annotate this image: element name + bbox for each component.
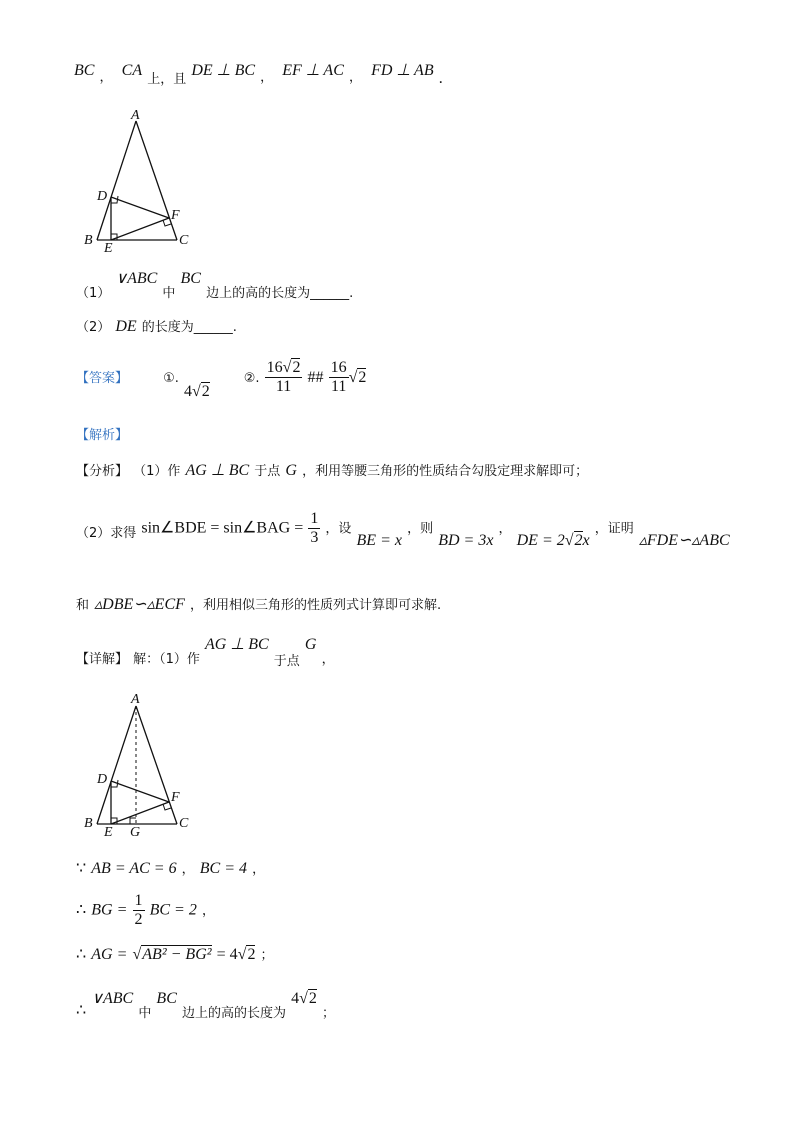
side-ab bbox=[97, 121, 136, 240]
therefore-symbol: ∴ bbox=[76, 1002, 87, 1019]
segment-df bbox=[111, 197, 169, 218]
step4-value: 4√2 bbox=[291, 990, 317, 1007]
segment-df bbox=[111, 781, 169, 802]
frac-den: 2 bbox=[134, 910, 143, 928]
triangle-abc: ∨ABC bbox=[91, 990, 134, 1007]
step4-text: 边上的高的长度为 bbox=[181, 1006, 286, 1021]
answer-1-radicand: 2 bbox=[201, 382, 210, 400]
answer-item-2: ②. bbox=[243, 370, 260, 386]
because-symbol: ∵ bbox=[76, 860, 87, 877]
step3-radicand-2: 2 bbox=[247, 946, 256, 963]
label-b: B bbox=[84, 816, 93, 831]
q1-number: （1） bbox=[76, 286, 111, 301]
answer-1-value: 4√2 bbox=[184, 382, 210, 400]
frac-den: 11 bbox=[275, 377, 292, 395]
label-b: B bbox=[84, 233, 93, 248]
solution-step-3: ∴ AG = √AB² − BG² = 4√2 ； bbox=[76, 946, 274, 963]
part2-label: （2）求得 bbox=[76, 525, 137, 541]
segment-bc: BC bbox=[156, 990, 177, 1007]
q1-text: 边上的高的长度为______. bbox=[206, 286, 354, 301]
label-e: E bbox=[104, 825, 113, 840]
analysis-tag: 【解析】 bbox=[76, 428, 129, 443]
label-d: D bbox=[97, 772, 108, 787]
comma: ， bbox=[348, 70, 362, 85]
step1-expr2: BC = 4 bbox=[199, 860, 248, 877]
fraction-one-third bbox=[308, 510, 320, 546]
text-yudian: 于点 bbox=[273, 654, 300, 669]
step2-rhs: BC = 2 bbox=[149, 901, 197, 919]
label-a: A bbox=[131, 692, 140, 707]
answer-tag: 【答案】 bbox=[76, 370, 129, 386]
answer-separator: ## bbox=[307, 368, 324, 386]
problem-line-1 bbox=[74, 60, 443, 87]
solution-step-2 bbox=[76, 892, 215, 928]
segment-bc: BC bbox=[180, 270, 201, 287]
answer-item-1: ①. bbox=[163, 370, 179, 386]
step2-lhs: BG = bbox=[91, 901, 128, 919]
step3-rhs: = 4 bbox=[216, 946, 238, 963]
de-equation: DE = 2√2x bbox=[516, 531, 590, 549]
similar-fde-abc: ▵FDE∽▵ABC bbox=[638, 531, 730, 549]
answer-1-coef: 4 bbox=[184, 382, 192, 400]
segment-bc: BC bbox=[74, 62, 95, 79]
solution-step-1 bbox=[76, 858, 265, 878]
ag-perp-bc: AG ⊥ BC bbox=[185, 462, 250, 479]
point-g: G bbox=[285, 462, 297, 479]
de-perp-bc: DE ⊥ BC bbox=[191, 62, 256, 79]
label-a: A bbox=[131, 108, 140, 123]
triangle-abc: ∨ABC bbox=[115, 270, 158, 287]
bd-eq-3x: BD = 3x bbox=[438, 531, 494, 549]
analysis-line-2 bbox=[76, 510, 730, 549]
frac-den: 3 bbox=[310, 528, 319, 546]
fenxi-rest: ，利用等腰三角形的性质结合勾股定理求解即可； bbox=[302, 464, 589, 479]
solution-step-4 bbox=[76, 988, 335, 1021]
label-g: G bbox=[130, 825, 141, 840]
question-1 bbox=[76, 268, 354, 301]
fraction-one-half bbox=[133, 892, 145, 928]
label-f: F bbox=[171, 208, 180, 223]
comma: ， bbox=[252, 862, 266, 877]
frac-radicand: 2 bbox=[292, 359, 301, 376]
xiangjie-tag: 【详解】 bbox=[76, 652, 129, 667]
right-angle-g bbox=[130, 818, 136, 824]
frac-num: 16 bbox=[266, 359, 283, 376]
answer-2-fraction-alt bbox=[329, 359, 349, 395]
comma: ， bbox=[498, 521, 512, 537]
fenxi-p1: （1）作 bbox=[133, 464, 181, 479]
text-shang: 上，且 bbox=[147, 72, 187, 87]
period: . bbox=[438, 70, 443, 87]
comma: ， bbox=[181, 862, 195, 877]
q2-text: 的长度为______. bbox=[141, 320, 237, 335]
semicolon: ； bbox=[260, 948, 274, 963]
frac-num: 1 bbox=[134, 892, 143, 909]
text-yudian: 于点 bbox=[254, 464, 281, 479]
text-zhong: 中 bbox=[162, 286, 176, 301]
label-c: C bbox=[179, 233, 189, 248]
triangle-figure-2 bbox=[80, 690, 200, 840]
ag-perp-bc: AG ⊥ BC bbox=[204, 636, 269, 653]
comma: ， bbox=[99, 70, 113, 85]
q2-number: （2） bbox=[76, 320, 111, 335]
triangle-figure-1 bbox=[80, 108, 200, 253]
frac2-num: 16 bbox=[330, 359, 347, 376]
label-e: E bbox=[104, 241, 113, 253]
be-eq-x: BE = x bbox=[356, 531, 402, 549]
segment-ef bbox=[111, 218, 169, 240]
comma: ， bbox=[321, 652, 335, 667]
answer-line: $_{【答案】}$ $_{①.}$ 4√2 $_{②.}$ $\frac{16√2}{11}$ ## $\frac{16}{11}$ √2 bbox=[76, 359, 367, 400]
comma: ， bbox=[260, 70, 274, 85]
fd-perp-ab: FD ⊥ AB bbox=[371, 62, 434, 79]
comma: ， bbox=[201, 903, 215, 919]
label-d: D bbox=[97, 189, 108, 204]
step3-lhs: AG = bbox=[91, 946, 128, 963]
frac-num: 1 bbox=[310, 510, 319, 527]
step3-radicand: AB² − BG² bbox=[142, 946, 212, 963]
segment-de: DE bbox=[115, 318, 137, 335]
sin-equation: sin∠BDE = sin∠BAG = bbox=[141, 519, 304, 537]
step1-expr: AB = AC = 6 bbox=[91, 860, 177, 877]
text-she: ，设 bbox=[325, 521, 352, 537]
label-f: F bbox=[171, 790, 180, 805]
text-zhong: 中 bbox=[138, 1006, 152, 1021]
question-2 bbox=[76, 316, 237, 336]
detail-line-1 bbox=[76, 634, 335, 669]
fenxi-tag: 【分析】 bbox=[76, 464, 129, 479]
frac2-den: 11 bbox=[330, 377, 347, 395]
answer-2-radicand: 2 bbox=[358, 368, 367, 386]
side-ab bbox=[97, 706, 136, 824]
semicolon: ； bbox=[321, 1006, 335, 1021]
xiangjie-jie: 解：（1）作 bbox=[133, 652, 200, 667]
point-g: G bbox=[304, 636, 317, 653]
therefore-symbol: ∴ bbox=[76, 901, 87, 919]
label-c: C bbox=[179, 816, 189, 831]
therefore-symbol: ∴ bbox=[76, 946, 87, 963]
analysis-line-1 bbox=[76, 460, 588, 480]
segment-ca: CA bbox=[121, 62, 143, 79]
analysis-rest: ，利用相似三角形的性质列式计算即可求解. bbox=[190, 598, 442, 613]
ef-perp-ac: EF ⊥ AC bbox=[282, 62, 344, 79]
similar-dbe-ecf: ▵DBE∽▵ECF bbox=[94, 596, 185, 613]
text-zhengming: ，证明 bbox=[594, 521, 634, 537]
text-ze: ，则 bbox=[407, 521, 434, 537]
analysis-line-3 bbox=[76, 594, 441, 614]
text-he: 和 bbox=[76, 598, 90, 613]
answer-2-fraction: $\frac{16√2}{11}$ bbox=[266, 359, 301, 395]
segment-ef bbox=[111, 802, 169, 824]
